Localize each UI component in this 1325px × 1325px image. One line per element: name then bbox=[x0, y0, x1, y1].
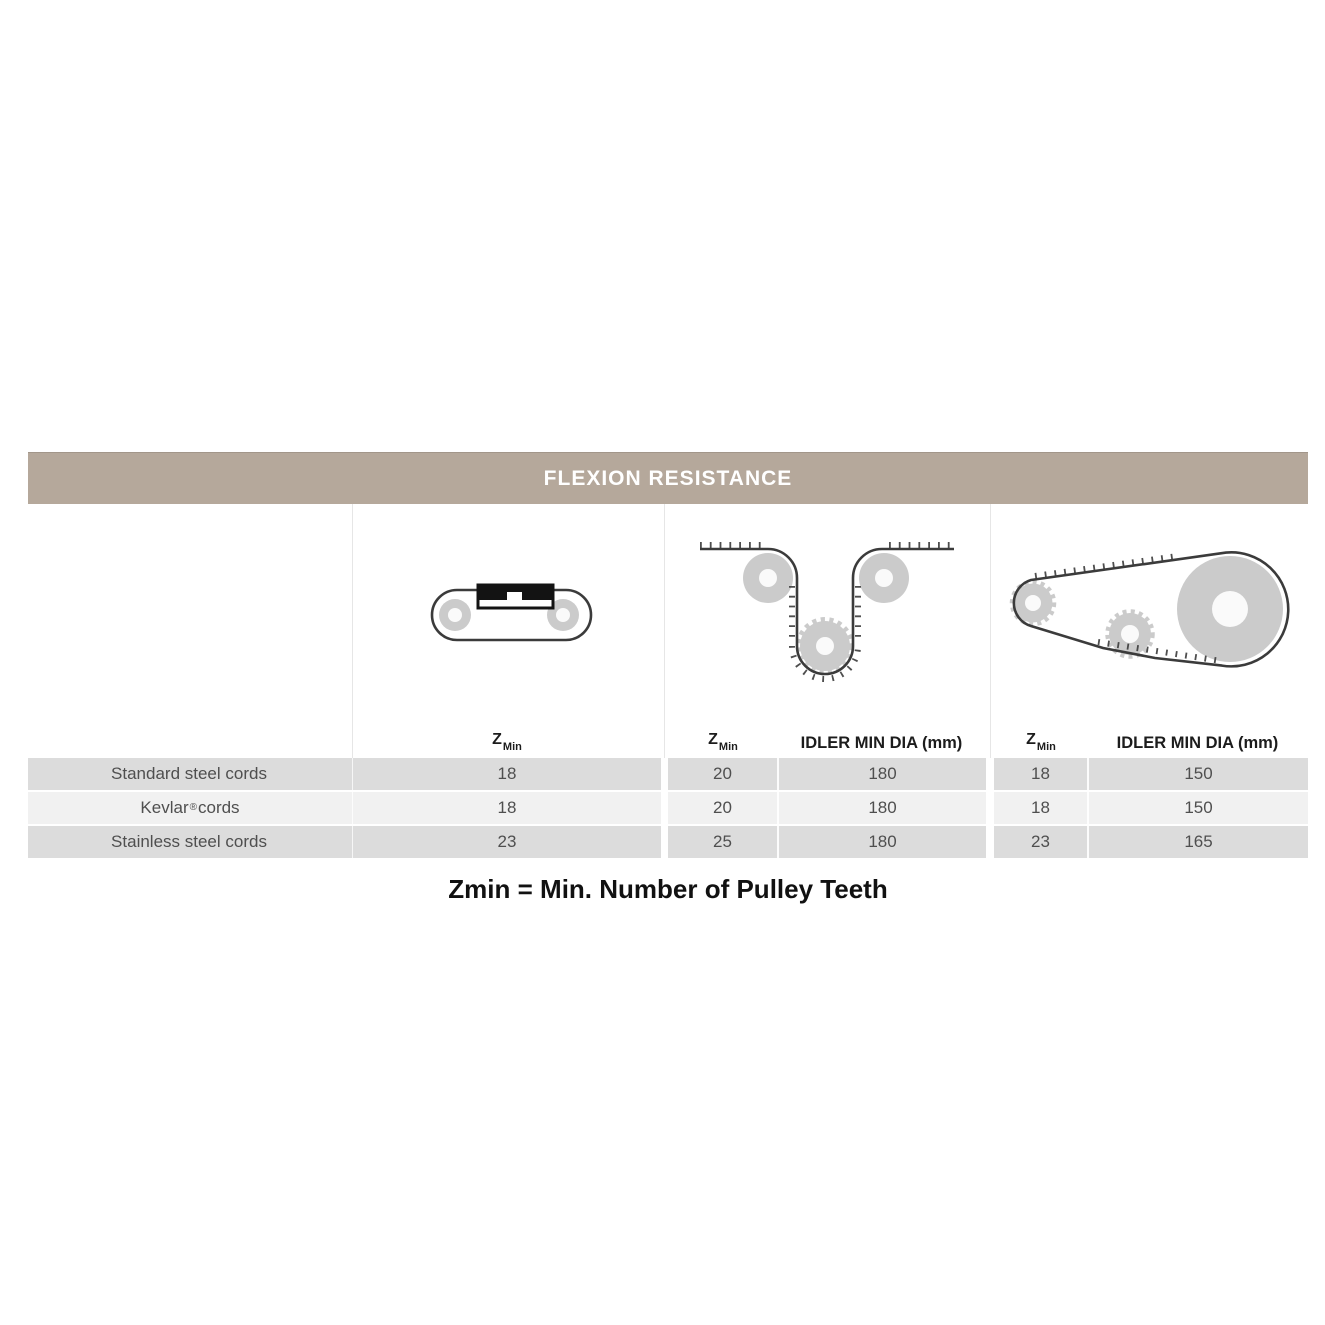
large-pulley bbox=[1177, 556, 1283, 662]
table-row-standard-steel-cords bbox=[28, 758, 1308, 790]
value-cell: 18 bbox=[994, 792, 1087, 824]
table-body bbox=[28, 758, 1308, 858]
table-row-stainless-steel-cords bbox=[28, 826, 1308, 858]
value-cell: 25 bbox=[668, 826, 777, 858]
section-gap bbox=[661, 758, 668, 790]
triangle-belt-diagram bbox=[1003, 544, 1308, 679]
value-cell: 180 bbox=[777, 758, 986, 790]
serpentine-belt-diagram bbox=[688, 534, 978, 694]
value-cell: 23 bbox=[352, 826, 661, 858]
value-cell: 23 bbox=[994, 826, 1087, 858]
section-gap bbox=[986, 758, 994, 790]
section-separator bbox=[990, 504, 991, 758]
value-cell: 180 bbox=[777, 792, 986, 824]
section-gap bbox=[986, 826, 994, 858]
two-pulley-belt-diagram bbox=[423, 574, 603, 664]
value-cell: 20 bbox=[668, 758, 777, 790]
value-cell: 20 bbox=[668, 792, 777, 824]
row-label: Stainless steel cords bbox=[28, 826, 352, 858]
zmin-header-col2: $Z_{Min}$ bbox=[708, 730, 738, 753]
toothed-idler-pulley bbox=[799, 620, 852, 673]
section-gap bbox=[661, 792, 668, 824]
column-separator bbox=[352, 504, 353, 758]
zmin-header-col3: $Z_{Min}$ bbox=[1026, 730, 1056, 753]
value-cell: 18 bbox=[994, 758, 1087, 790]
row-label: Kevlar ® cords bbox=[28, 792, 352, 824]
value-cell: 180 bbox=[777, 826, 986, 858]
section-gap bbox=[986, 792, 994, 824]
value-cell: 150 bbox=[1087, 758, 1308, 790]
row-label: Standard steel cords bbox=[28, 758, 352, 790]
value-cell: 18 bbox=[352, 792, 661, 824]
zmin-footnote: Zmin = Min. Number of Pulley Teeth bbox=[448, 874, 888, 904]
table-title-bar bbox=[28, 452, 1308, 504]
value-cell: 165 bbox=[1087, 826, 1308, 858]
idler-min-dia-header-col2: IDLER MIN DIA (mm) bbox=[800, 733, 963, 752]
section-gap bbox=[661, 826, 668, 858]
table-row-kevlar-cords bbox=[28, 792, 1308, 824]
table-title: FLEXION RESISTANCE bbox=[543, 466, 793, 490]
value-cell: 150 bbox=[1087, 792, 1308, 824]
belt-clamp-icon bbox=[478, 585, 553, 608]
section-separator bbox=[664, 504, 665, 758]
diagram-and-header-row bbox=[28, 504, 1308, 758]
flexion-resistance-table bbox=[28, 452, 1308, 858]
idler-min-dia-header-col3: IDLER MIN DIA (mm) bbox=[1116, 733, 1279, 752]
value-cell: 18 bbox=[352, 758, 661, 790]
zmin-header-col1: $Z_{Min}$ bbox=[492, 730, 522, 753]
